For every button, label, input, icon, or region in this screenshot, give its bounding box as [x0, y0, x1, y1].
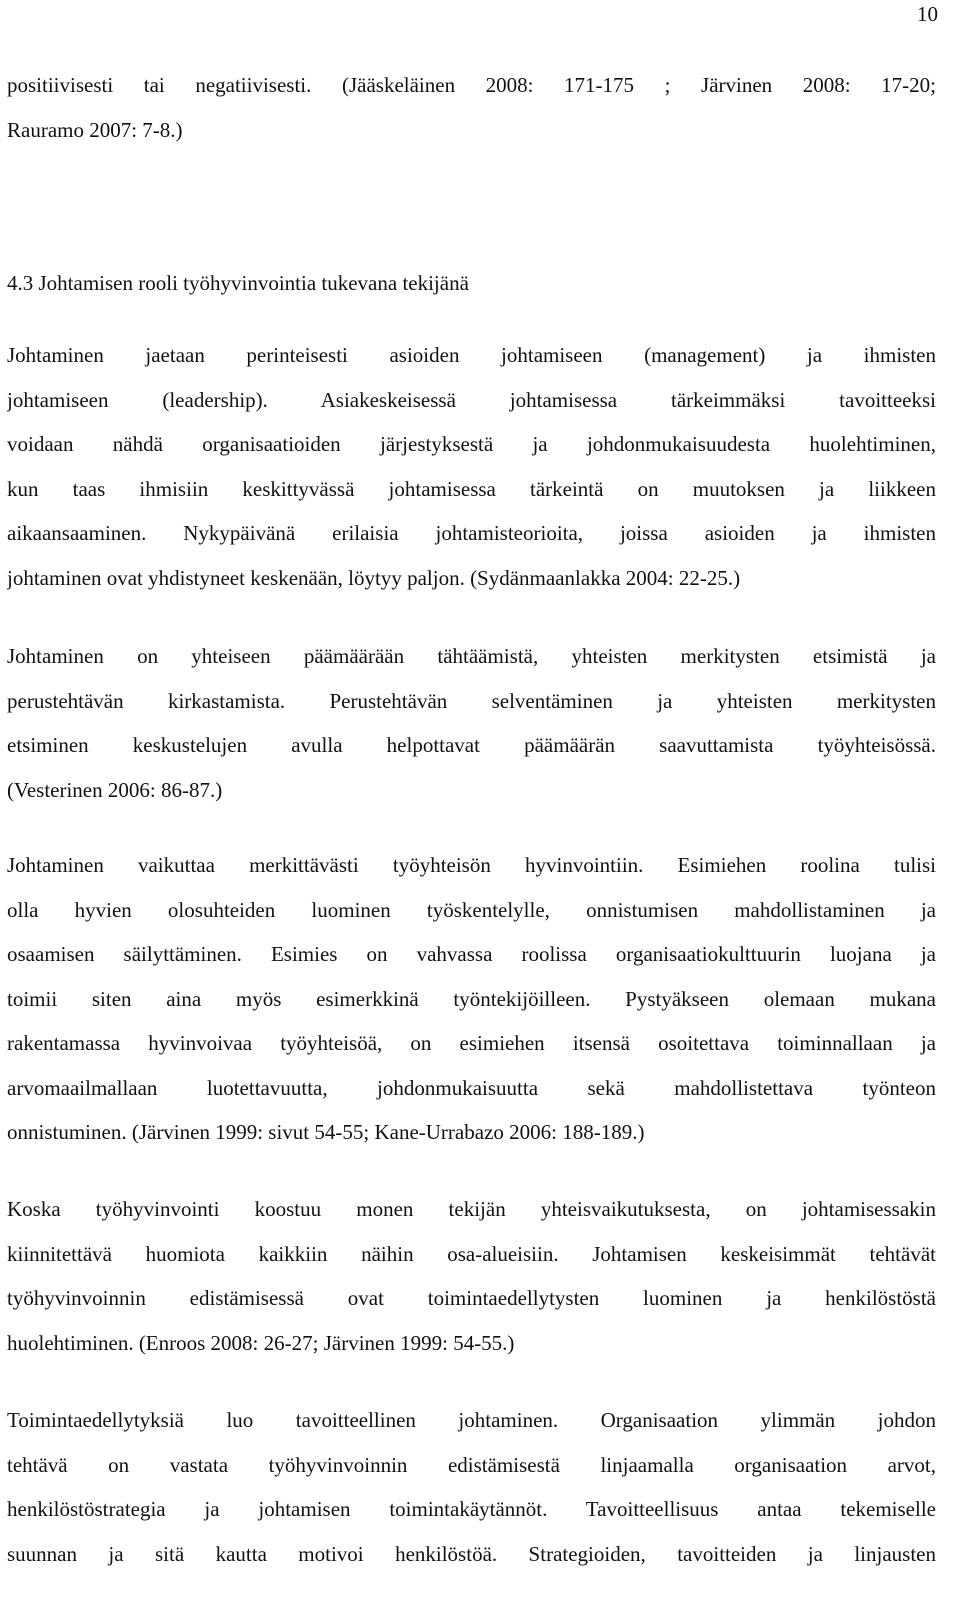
text-line: henkilöstöstrategia ja johtamisen toimintakäytännöt. Tavoitteellisuus antaa tekemiselle: [7, 1497, 936, 1521]
text-line: johtaminen ovat yhdistyneet keskenään, löytyy paljon. (Sydänmaanlakka 2004: 22-25.): [7, 565, 741, 590]
text-line: Johtaminen jaetaan perinteisesti asioiden johtamiseen (management) ja ihmisten: [7, 343, 936, 367]
text-line: aikaansaaminen. Nykypäivänä erilaisia johtamisteorioita, joissa asioiden ja ihmisten: [7, 521, 936, 545]
text-line: johtamiseen (leadership). Asiakeskeisessä johtamisessa tärkeimmäksi tavoitteeksi: [7, 387, 936, 412]
page-number: 10: [917, 2, 938, 26]
text-line: tehtävä on vastata työhyvinvoinnin edistämisestä linjaamalla organisaation arvot,: [7, 1452, 936, 1477]
text-line: osaamisen säilyttäminen. Esimies on vahvassa roolissa organisaatiokulttuurin luojana ja: [7, 942, 936, 966]
paragraph-4: [7, 1187, 936, 1365]
text-line: Koska työhyvinvointi koostuu monen tekijän yhteisvaikutuksesta, on johtamisessakin: [7, 1197, 936, 1221]
paragraph-3: [7, 843, 936, 1155]
text-line: Johtaminen on yhteiseen päämäärään tähtäämistä, yhteisten merkitysten etsimistä ja: [7, 644, 936, 668]
paragraph-5: [7, 1398, 936, 1576]
text-line: Rauramo 2007: 7-8.): [7, 117, 183, 142]
text-line: voidaan nähdä organisaatioiden järjestyksestä ja johdonmukaisuudesta huolehtiminen,: [7, 432, 936, 456]
text-line: kun taas ihmisiin keskittyvässä johtamisessa tärkeintä on muutoksen ja liikkeen: [7, 476, 936, 501]
text-line: suunnan ja sitä kautta motivoi henkilöstöä. Strategioiden, tavoitteiden ja linjausten: [7, 1541, 936, 1566]
text-line: työhyvinvoinnin edistämisessä ovat toimintaedellytysten luominen ja henkilöstöstä: [7, 1286, 936, 1310]
text-line: positiivisesti tai negatiivisesti. (Jääskeläinen 2008: 171-175 ; Järvinen 2008: 17-20;: [7, 73, 936, 97]
paragraph-1: [7, 333, 936, 600]
paragraph-2: [7, 634, 936, 812]
text-line: etsiminen keskustelujen avulla helpottavat päämäärän saavuttamista työyhteisössä.: [7, 733, 936, 757]
text-line: arvomaailmallaan luotettavuutta, johdonmukaisuutta sekä mahdollistettava työnteon: [7, 1075, 936, 1100]
text-line: (Vesterinen 2006: 86-87.): [7, 777, 223, 802]
text-line: perustehtävän kirkastamista. Perustehtävän selventäminen ja yhteisten merkitysten: [7, 688, 936, 713]
intro-paragraph: [7, 63, 936, 152]
text-line: kiinnitettävä huomiota kaikkiin näihin osa-alueisiin. Johtamisen keskeisimmät tehtävät: [7, 1241, 936, 1266]
text-line: olla hyvien olosuhteiden luominen työskentelylle, onnistumisen mahdollistaminen ja: [7, 897, 936, 922]
text-line: rakentamassa hyvinvoivaa työyhteisöä, on esimiehen itsensä osoitettava toiminnallaan ja: [7, 1031, 936, 1055]
text-line: Toimintaedellytyksiä luo tavoitteellinen johtaminen. Organisaation ylimmän johdon: [7, 1408, 936, 1432]
text-line: toimii siten aina myös esimerkkinä työntekijöilleen. Pystyäkseen olemaan mukana: [7, 986, 936, 1011]
text-line: onnistuminen. (Järvinen 1999: sivut 54-55; Kane-Urrabazo 2006: 188-189.): [7, 1120, 645, 1144]
text-line: Johtaminen vaikuttaa merkittävästi työyhteisön hyvinvointiin. Esimiehen roolina tulisi: [7, 853, 936, 877]
section-heading: 4.3 Johtamisen rooli työhyvinvointia tukevana tekijänä: [7, 271, 469, 295]
text-line: huolehtiminen. (Enroos 2008: 26-27; Järvinen 1999: 54-55.): [7, 1330, 515, 1355]
